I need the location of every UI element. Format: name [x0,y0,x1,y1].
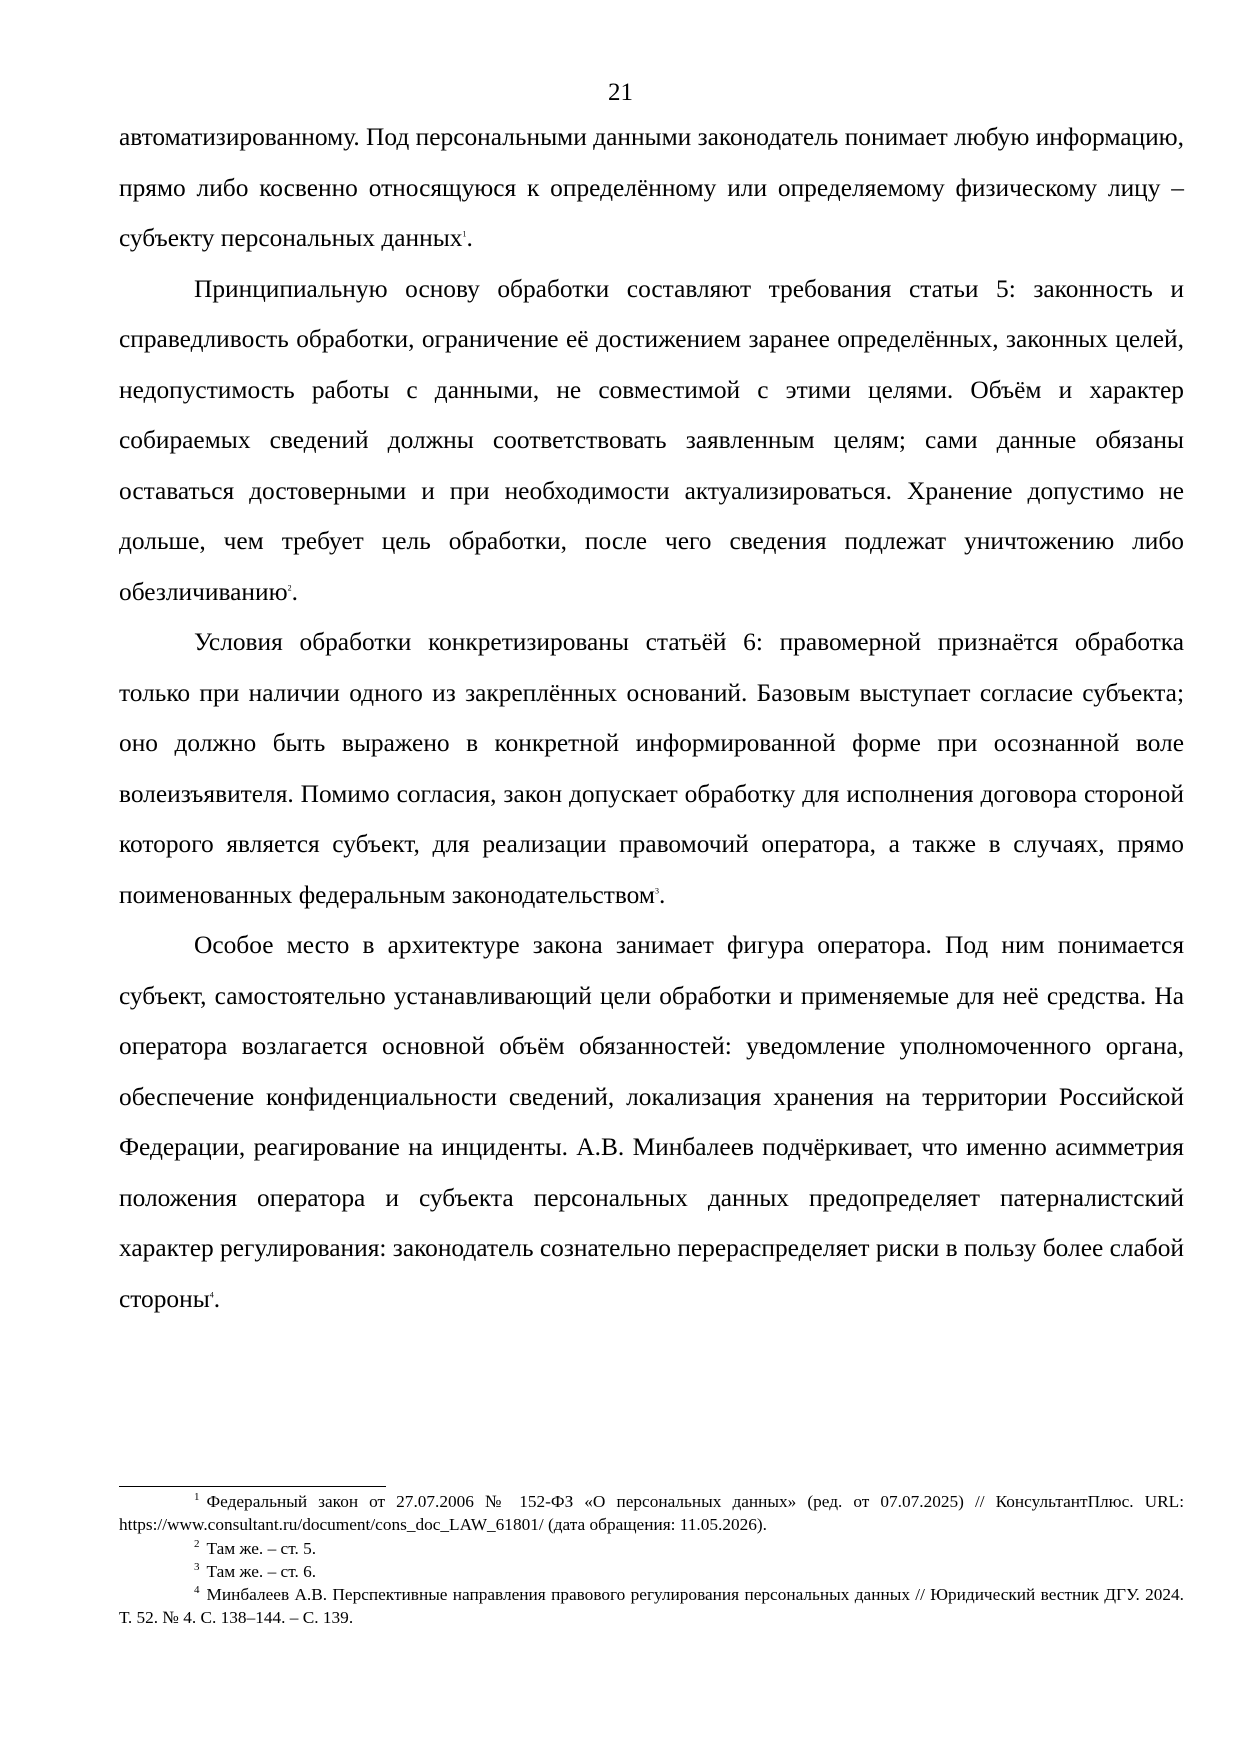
footnote-text: Там же. – ст. 5. [206,1538,317,1558]
footnotes [119,1486,1184,1630]
footnote-text: Минбалеев А.В. Перспективные направления правового регулирования персональных данных // Юридический вестник ДГУ. 2024. Т. 52. № 4. С. 138–144. – С. 139. [119,1585,1184,1628]
paragraph-tail: . [466,224,473,252]
footnote [119,1537,1184,1560]
footnote [119,1560,1184,1583]
footnote [119,1583,1184,1630]
footnote-number: 1 [194,1491,200,1504]
paragraph-text: Принципиальную основу обработки составляют требования статьи 5: законность и справедливость обработки, ограничение её достижением заранее определённых, законных целей, недопустимость работы с данными, не совместимой с этими целями. Объём и характер собираемых сведений должны соответствовать заявленным целям; сами данные обязаны оставаться достоверными и при необходимости актуализироваться. Хранение допустимо не дольше, чем требует цель обработки, после чего сведения подлежат уничтожению либо обезличиванию [119,274,1184,606]
footnote-number: 2 [194,1537,200,1550]
paragraph-tail: . [291,577,298,606]
page-number: 21 [608,79,633,106]
paragraph [119,617,1184,920]
paragraph-text: Особое место в архитектуре закона занимает фигура оператора. Под ним понимается субъект, самостоятельно устанавливающий цели обработки и применяемые для неё средства. На оператора возлагается основной объём обязанностей: уведомление уполномоченного органа, обеспечение конфиденциальности сведений, локализация хранения на территории Российской Федерации, реагирование на инциденты. А.В. Минбалеев подчёркивает, что именно асимметрия положения оператора и субъекта персональных данных предопределяет патерналистский характер регулирования: законодатель сознательно перераспределяет риски в пользу более слабой стороны [119,931,1184,1313]
footnote-number: 4 [194,1584,200,1597]
paragraph [119,112,1184,264]
footnote-reference[interactable]: 4 [209,1290,214,1300]
body-text [119,112,1184,1324]
paragraph [119,264,1184,618]
paragraph-tail: . [213,1284,221,1313]
footnote-text: Федеральный закон от 27.07.2006 № 152-ФЗ «О персональных данных» (ред. от 07.07.2025) // КонсультантПлюс. URL: https://www.consultant.ru/document/cons_doc_LAW_61801/ (дата обращения: 11.05.2026). [119,1492,1184,1535]
footnote-reference[interactable]: 2 [287,583,292,593]
footnote-reference[interactable]: 3 [654,886,659,896]
paragraph-text: Условия обработки конкретизированы статьёй 6: правомерной признаётся обработка только при наличии одного из закреплённых оснований. Базовым выступает согласие субъекта; оно должно быть выражено в конкретной информированной форме при осознанной воле волеизъявителя. Помимо согласия, закон допускает обработку для исполнения договора стороной которого является субъект, для реализации правомочий оператора, а также в случаях, прямо поименованных федеральным законодательством [119,628,1184,909]
footnote [119,1490,1184,1537]
paragraph-tail: . [658,880,666,909]
footnote-reference[interactable]: 1 [462,229,467,239]
paragraph [119,920,1184,1324]
footnote-number: 3 [194,1561,200,1574]
footnote-separator [119,1486,386,1487]
footnote-text: Там же. – ст. 6. [206,1561,317,1581]
paragraph-text: автоматизированному. Под персональными данными законодатель понимает любую информацию, прямо либо косвенно относящуюся к определённому или определяемому физическому лицу – субъекту персональных данных [119,123,1184,252]
